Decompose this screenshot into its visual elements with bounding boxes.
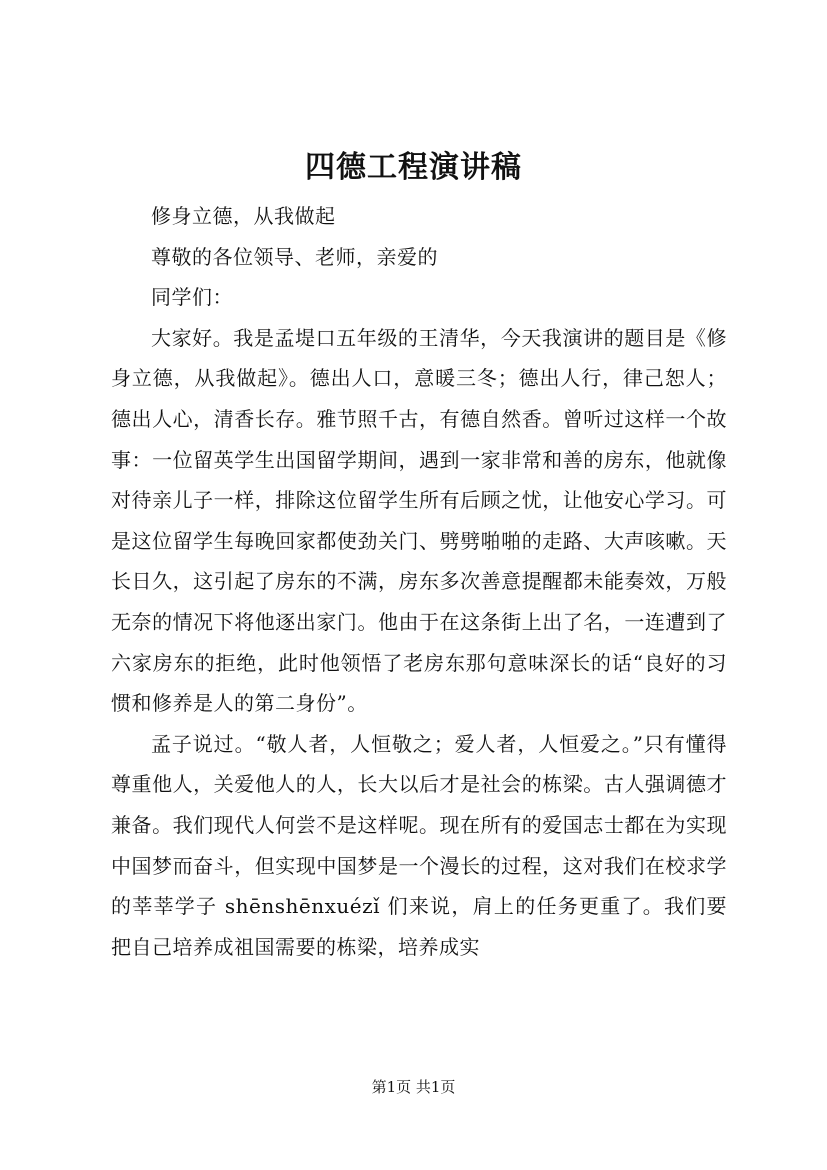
body-paragraph-1: 大家好。我是孟堤口五年级的王清华，今天我演讲的题目是《修身立德，从我做起》。德出人口，意暖三冬；德出人行，律己恕人；德出人心，清香长存。雅节照千古，有德自然香。曾听过这样一个故事：一位留英学生出国留学期间，遇到一家非常和善的房东，他就像对待亲儿子一样，排除这位留学生所有后顾之忧，让他安心学习。可是这位留学生每晚回家都使劲关门、劈劈啪啪的走路、大声咳嗽。天长日久，这引起了房东的不满，房东多次善意提醒都未能奏效，万般无奈的情况下将他逐出家门。他由于在这条街上出了名，一连遭到了六家房东的拒绝，此时他领悟了老房东那句意味深长的话“良好的习惯和修养是人的第二身份”。 <box>111 325 727 716</box>
document-title: 四德工程演讲稿 <box>305 150 522 185</box>
document-body <box>111 196 727 967</box>
subtitle-paragraph: 修身立德，从我做起 <box>151 204 336 228</box>
salutation-paragraph: 尊敬的各位领导、老师，亲爱的 <box>151 244 438 269</box>
page-footer: 第1页 共1页 <box>371 1078 456 1096</box>
salutation-continued-paragraph: 同学们： <box>151 285 233 310</box>
body-paragraph-2: 孟子说过。“敬人者，人恒敬之；爱人者，人恒爱之。”只有懂得尊重他人，关爱他人的人，长大以后才是社会的栋梁。古人强调德才兼备。我们现代人何尝不是这样呢。现在所有的爱国志士都在为实现中国梦而奋斗，但实现中国梦是一个漫长的过程，这对我们在校求学的莘莘学子 shēnshēnxuézǐ 们来说，肩上的任务更重了。我们要把自己培养成祖国需要的栋梁，培养成实 <box>111 731 727 959</box>
